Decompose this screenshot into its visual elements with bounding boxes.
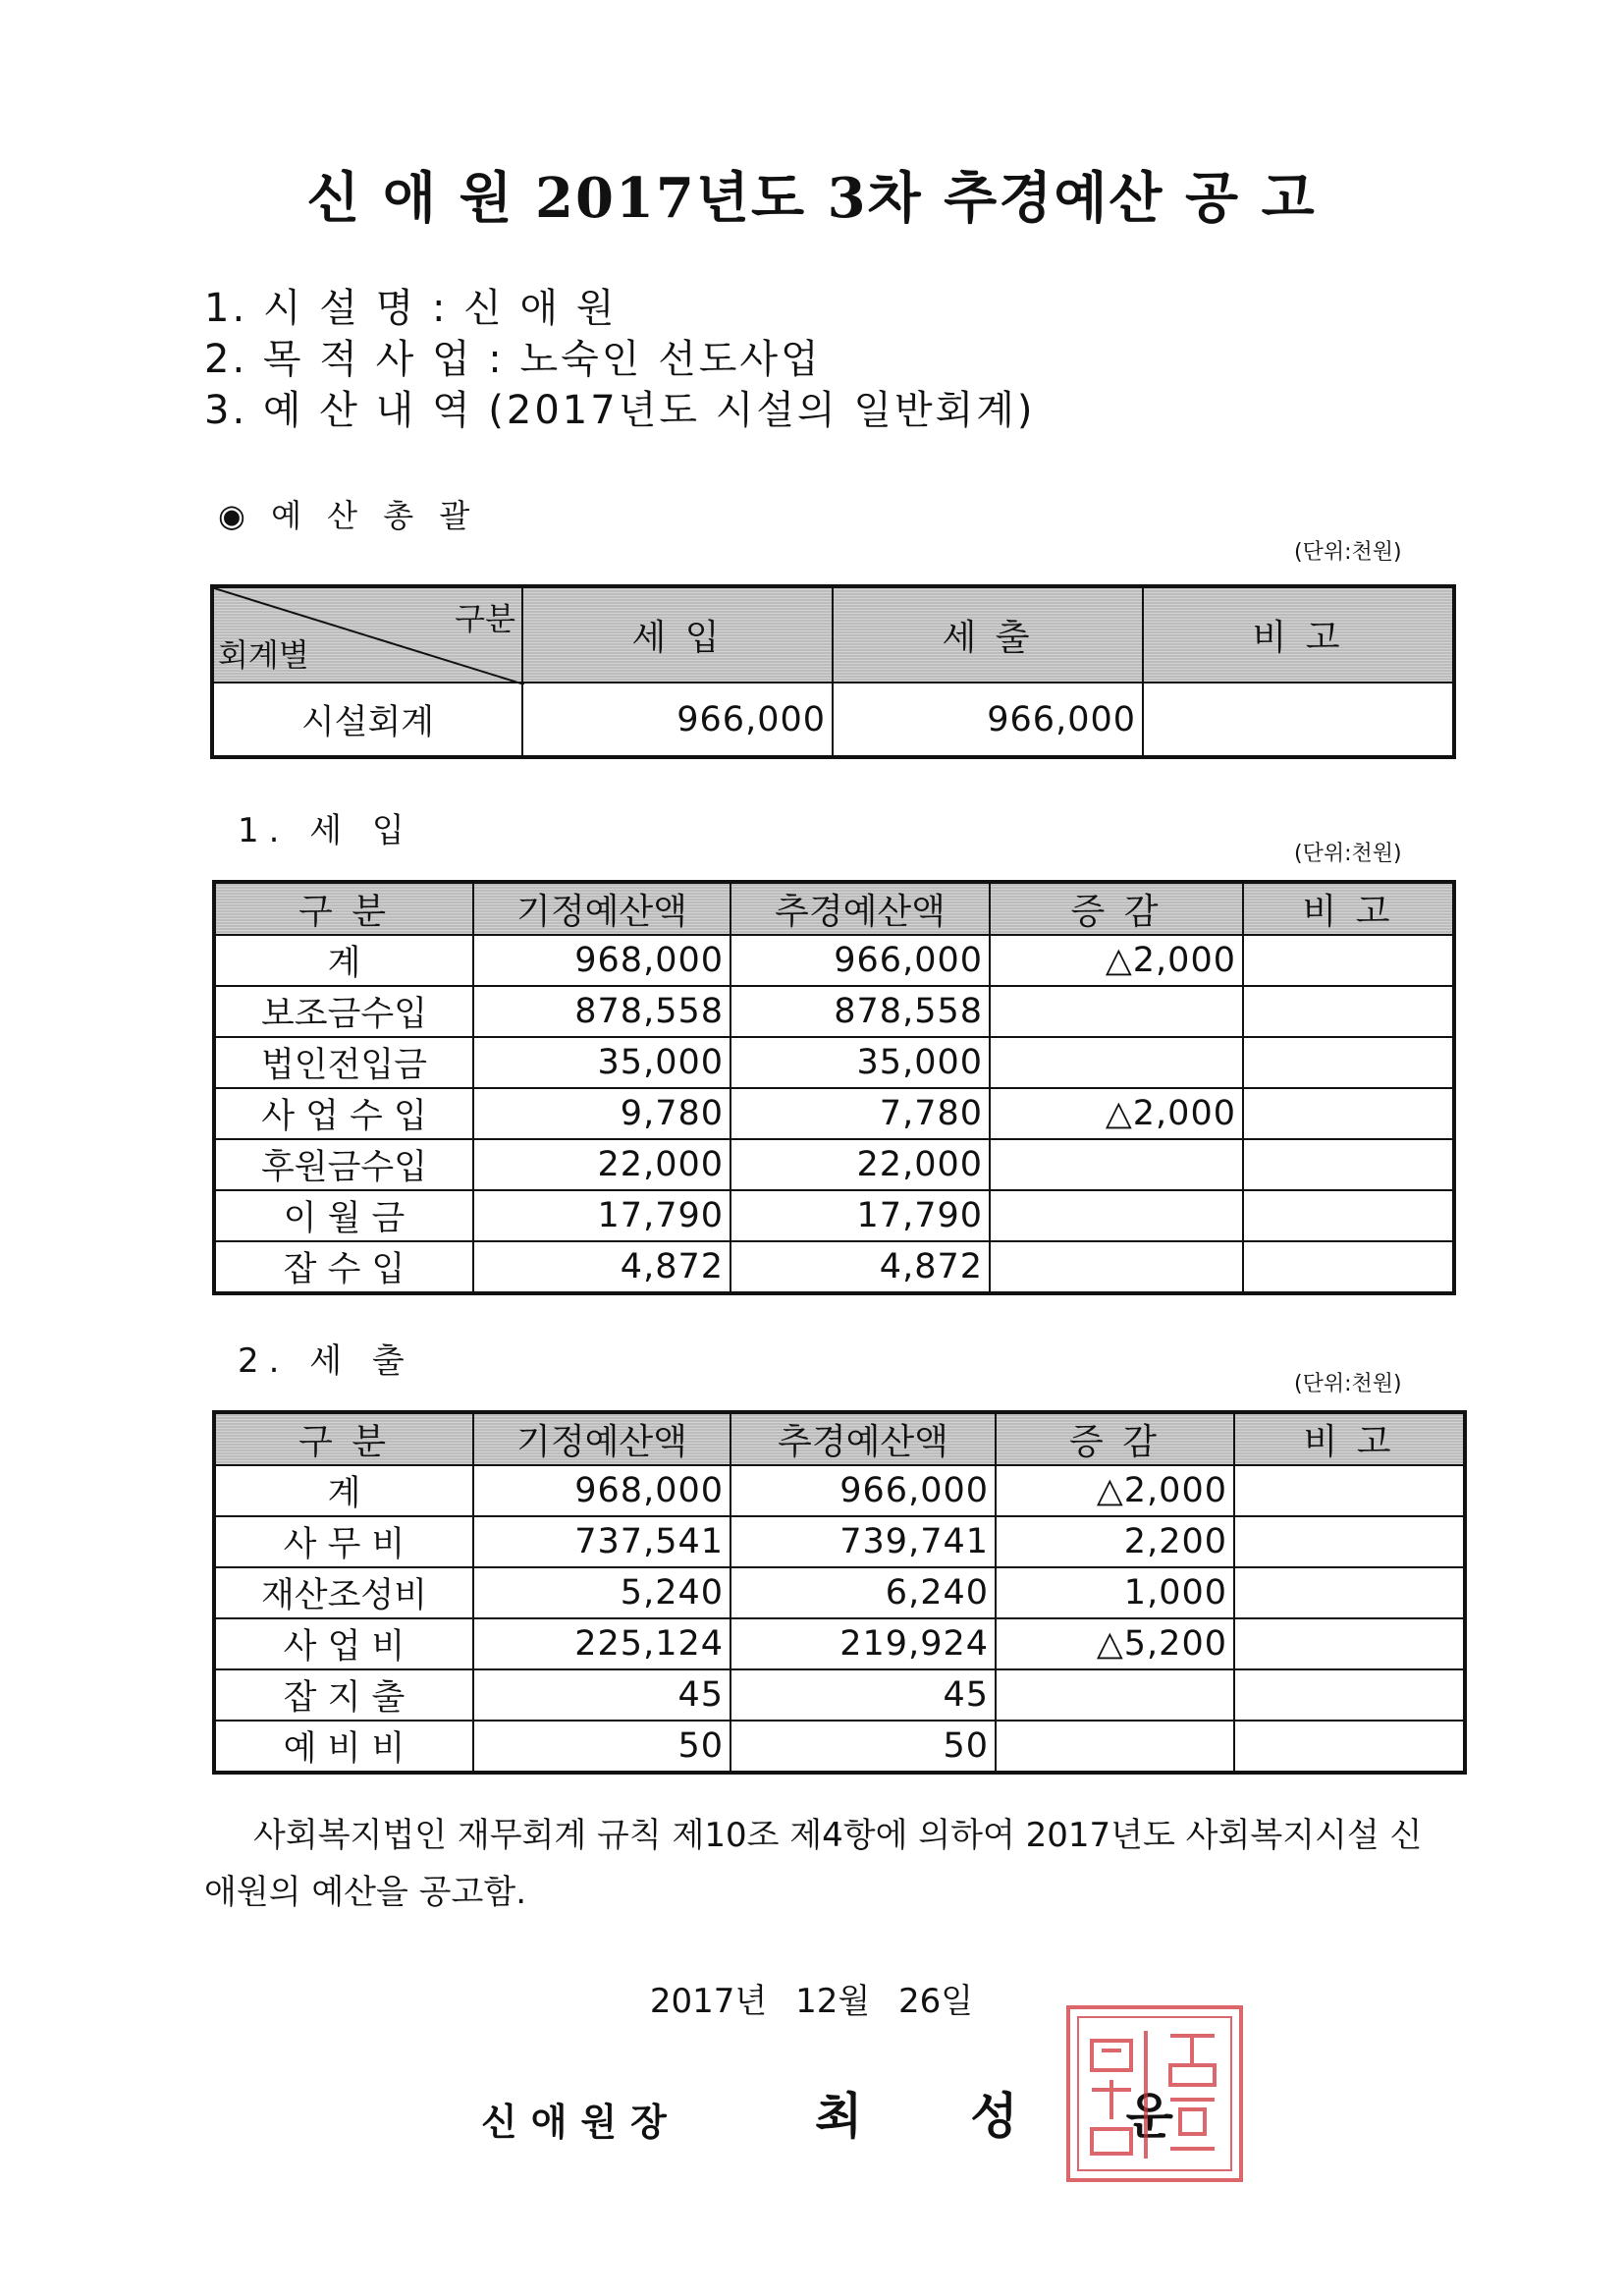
expense-cell xyxy=(1234,1669,1465,1721)
income-cell: 4,872 xyxy=(473,1241,730,1293)
income-cell xyxy=(1243,1088,1454,1139)
table-row xyxy=(214,1139,1454,1190)
expense-cell xyxy=(1234,1516,1465,1567)
notice-text: 사회복지법인 재무회계 규칙 제10조 제4항에 의하여 2017년도 사회복지시설 신애원의 예산을 공고함. xyxy=(204,1816,1423,1912)
expense-cell: 50 xyxy=(730,1721,996,1773)
income-header-revised: 추경예산액 xyxy=(730,882,990,935)
expense-cell: 50 xyxy=(473,1721,730,1773)
table-row xyxy=(214,1190,1454,1241)
expense-cell: 45 xyxy=(473,1669,730,1721)
income-cell xyxy=(1243,1139,1454,1190)
income-cell: 이 월 금 xyxy=(214,1190,473,1241)
table-row xyxy=(214,1721,1465,1773)
expense-cell: 계 xyxy=(214,1465,473,1516)
income-cell xyxy=(990,986,1243,1037)
expense-cell xyxy=(1234,1618,1465,1669)
table-row xyxy=(214,1088,1454,1139)
income-heading: 1. 세 입 xyxy=(238,811,414,850)
income-cell: △2,000 xyxy=(990,1088,1243,1139)
summary-header-note: 비 고 xyxy=(1143,586,1454,683)
expense-cell: 737,541 xyxy=(473,1516,730,1567)
diag-top-label: 구분 xyxy=(455,600,515,637)
table-row xyxy=(214,935,1454,986)
expense-header-revised: 추경예산액 xyxy=(730,1412,996,1465)
expense-cell: 예 비 비 xyxy=(214,1721,473,1773)
income-cell xyxy=(990,1190,1243,1241)
income-cell xyxy=(990,1241,1243,1293)
summary-unit: (단위:천원) xyxy=(1294,540,1402,565)
income-cell xyxy=(1243,935,1454,986)
income-header-original: 기정예산액 xyxy=(473,882,730,935)
income-cell xyxy=(1243,1190,1454,1241)
income-unit: (단위:천원) xyxy=(1294,842,1402,866)
expense-unit: (단위:천원) xyxy=(1294,1372,1402,1396)
diag-bottom-label: 회계별 xyxy=(218,636,309,674)
summary-row-note xyxy=(1143,683,1454,757)
summary-table xyxy=(210,584,1456,759)
expense-cell xyxy=(1234,1465,1465,1516)
signature-name: 최성운 xyxy=(815,2087,1281,2145)
expense-cell: 2,200 xyxy=(996,1516,1234,1567)
expense-cell: 사 무 비 xyxy=(214,1516,473,1567)
income-cell: 9,780 xyxy=(473,1088,730,1139)
expense-cell: 사 업 비 xyxy=(214,1618,473,1669)
expense-header-category: 구 분 xyxy=(214,1412,473,1465)
income-cell: 17,790 xyxy=(473,1190,730,1241)
income-cell xyxy=(1243,986,1454,1037)
income-cell: 계 xyxy=(214,935,473,986)
table-row xyxy=(214,1516,1465,1567)
income-cell: △2,000 xyxy=(990,935,1243,986)
expense-table xyxy=(212,1410,1467,1775)
summary-heading: ◉ 예 산 총 괄 xyxy=(218,497,478,534)
income-cell: 966,000 xyxy=(730,935,990,986)
table-row xyxy=(214,1567,1465,1618)
expense-cell: 225,124 xyxy=(473,1618,730,1669)
official-seal-icon xyxy=(1062,2001,1249,2188)
expense-cell: △2,000 xyxy=(996,1465,1234,1516)
notice-date: 2017년 12월 26일 xyxy=(649,1982,974,2021)
income-cell: 22,000 xyxy=(473,1139,730,1190)
summary-header-income: 세 입 xyxy=(522,586,833,683)
expense-cell: 5,240 xyxy=(473,1567,730,1618)
income-cell xyxy=(990,1139,1243,1190)
table-row xyxy=(214,1465,1465,1516)
income-cell: 17,790 xyxy=(730,1190,990,1241)
income-cell: 878,558 xyxy=(730,986,990,1037)
summary-row-label: 시설회계 xyxy=(212,683,522,757)
page-title: 신 애 원 2017년도 3차 추경예산 공 고 xyxy=(306,166,1317,231)
expense-cell xyxy=(1234,1721,1465,1773)
income-cell: 878,558 xyxy=(473,986,730,1037)
income-cell xyxy=(1243,1241,1454,1293)
summary-header-expense: 세 출 xyxy=(833,586,1143,683)
table-row xyxy=(214,986,1454,1037)
table-row xyxy=(214,1241,1454,1293)
info-line-budget: 3. 예 산 내 역 (2017년도 시설의 일반회계) xyxy=(204,388,1036,433)
expense-cell: 잡 지 출 xyxy=(214,1669,473,1721)
expense-cell: 6,240 xyxy=(730,1567,996,1618)
table-row xyxy=(214,1669,1465,1721)
expense-header-note: 비 고 xyxy=(1234,1412,1465,1465)
income-cell: 7,780 xyxy=(730,1088,990,1139)
expense-cell: 1,000 xyxy=(996,1567,1234,1618)
income-cell: 22,000 xyxy=(730,1139,990,1190)
expense-heading: 2. 세 출 xyxy=(238,1341,414,1381)
income-header-category: 구 분 xyxy=(214,882,473,935)
income-cell: 보조금수입 xyxy=(214,986,473,1037)
income-header-change: 증 감 xyxy=(990,882,1243,935)
expense-cell: 219,924 xyxy=(730,1618,996,1669)
table-row xyxy=(214,1037,1454,1088)
expense-cell: 45 xyxy=(730,1669,996,1721)
income-cell: 법인전입금 xyxy=(214,1037,473,1088)
summary-diag-header xyxy=(212,586,522,683)
income-table xyxy=(212,880,1456,1295)
income-cell: 4,872 xyxy=(730,1241,990,1293)
info-line-purpose: 2. 목 적 사 업 : 노숙인 선도사업 xyxy=(204,337,822,382)
expense-cell xyxy=(996,1669,1234,1721)
income-cell: 35,000 xyxy=(730,1037,990,1088)
expense-cell: 739,741 xyxy=(730,1516,996,1567)
table-row xyxy=(214,1618,1465,1669)
income-cell: 사 업 수 입 xyxy=(214,1088,473,1139)
income-cell: 잡 수 입 xyxy=(214,1241,473,1293)
summary-row-expense: 966,000 xyxy=(833,683,1143,757)
expense-cell: 재산조성비 xyxy=(214,1567,473,1618)
expense-header-change: 증 감 xyxy=(996,1412,1234,1465)
expense-cell: 966,000 xyxy=(730,1465,996,1516)
expense-header-original: 기정예산액 xyxy=(473,1412,730,1465)
expense-cell xyxy=(1234,1567,1465,1618)
summary-row-income: 966,000 xyxy=(522,683,833,757)
income-cell: 35,000 xyxy=(473,1037,730,1088)
info-line-facility: 1. 시 설 명 : 신 애 원 xyxy=(204,286,618,331)
expense-cell: △5,200 xyxy=(996,1618,1234,1669)
expense-cell: 968,000 xyxy=(473,1465,730,1516)
income-cell xyxy=(990,1037,1243,1088)
signature-title: 신애원장 xyxy=(481,2100,680,2144)
income-cell: 후원금수입 xyxy=(214,1139,473,1190)
income-cell: 968,000 xyxy=(473,935,730,986)
income-cell xyxy=(1243,1037,1454,1088)
expense-cell xyxy=(996,1721,1234,1773)
income-header-note: 비 고 xyxy=(1243,882,1454,935)
